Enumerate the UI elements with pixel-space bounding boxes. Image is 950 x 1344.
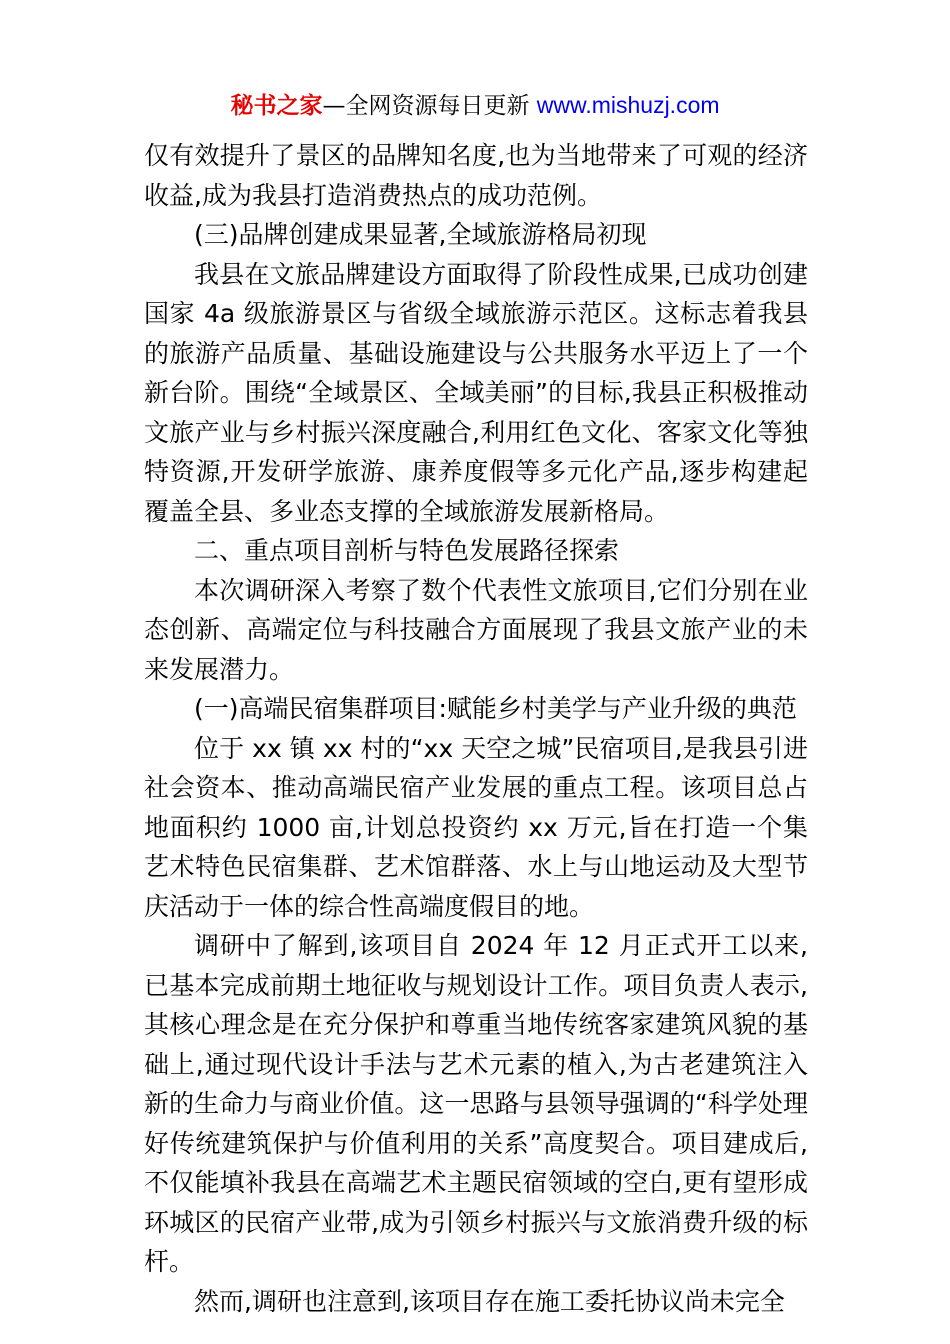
paragraph-continued: 仅有效提升了景区的品牌知名度,也为当地带来了可观的经济收益,成为我县打造消费热点的成功范例。 bbox=[144, 141, 808, 210]
page-header bbox=[0, 88, 950, 123]
site-url-link[interactable]: www.mishuzj.com bbox=[536, 92, 720, 118]
section-heading-key-projects: 二、重点项目剖析与特色发展路径探索 bbox=[194, 536, 620, 565]
site-slogan: —全网资源每日更新 bbox=[322, 93, 537, 119]
section-heading-brand-results: (三)品牌创建成果显著,全域旅游格局初现 bbox=[194, 220, 647, 249]
paragraph-homestay-project: 位于 xx 镇 xx 村的“xx 天空之城”民宿项目,是我县引进社会资本、推动高端民宿产业发展的重点工程。该项目总占地面积约 1000 亩,计划总投资约 xx 万元,旨在打造一个集艺术特色民宿集群、艺术馆群落、水上与山地运动及大型节庆活动于一体的综合性高端度假目的地。 bbox=[144, 733, 808, 921]
document-body bbox=[144, 136, 808, 1321]
subsection-heading-homestay-cluster: (一)高端民宿集群项目:赋能乡村美学与产业升级的典范 bbox=[194, 694, 797, 723]
paragraph-brand-building: 我县在文旅品牌建设方面取得了阶段性成果,已成功创建国家 4a 级旅游景区与省级全域旅游示范区。这标志着我县的旅游产品质量、基础设施建设与公共服务水平迈上了一个新台阶。围绕“全域景区、全域美丽”的目标,我县正积极推动文旅产业与乡村振兴深度融合,利用红色文化、客家文化等独特资源,开发研学旅游、康养度假等多元化产品,逐步构建起覆盖全县、多业态支撑的全域旅游发展新格局。 bbox=[144, 259, 808, 526]
paragraph-issues: 然而,调研也注意到,该项目存在施工委托协议尚未完全 bbox=[194, 1286, 785, 1316]
paragraph-survey-intro: 本次调研深入考察了数个代表性文旅项目,它们分别在业态创新、高端定位与科技融合方面展现了我县文旅产业的未来发展潜力。 bbox=[144, 575, 808, 684]
paragraph-survey-findings: 调研中了解到,该项目自 2024 年 12 月正式开工以来,已基本完成前期土地征收与规划设计工作。项目负责人表示,其核心理念是在充分保护和尊重当地传统客家建筑风貌的基础上,通过现代设计手法与艺术元素的植入,为古老建筑注入新的生命力与商业价值。这一思路与县领导强调的“科学处理好传统建筑保护与价值利用的关系”高度契合。项目建成后,不仅能填补我县在高端艺术主题民宿领域的空白,更有望形成环城区的民宿产业带,成为引领乡村振兴与文旅消费升级的标杆。 bbox=[144, 931, 808, 1276]
site-brand: 秘书之家 bbox=[230, 93, 323, 119]
